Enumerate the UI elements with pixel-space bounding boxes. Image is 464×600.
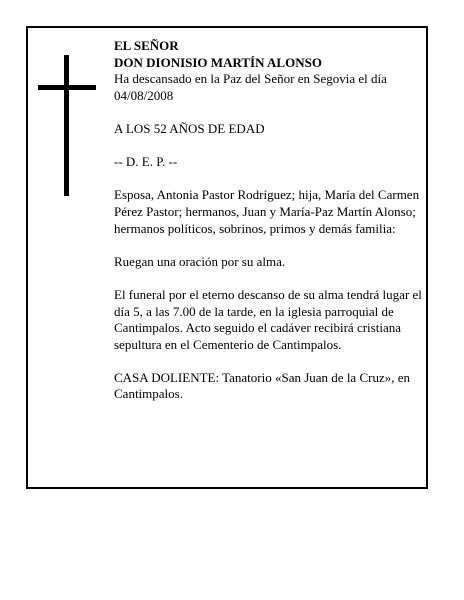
funeral-paragraph: El funeral por el eterno descanso de su alma tendrá lugar el día 5, a las 7.00 de la tarde, en la iglesia parroquial de Cantimpalos. Acto seguido el cadáver recibirá cristiana sepultura en el Cementerio de Cantimpalos. [114,286,422,352]
prayer-line: Ruegan una oración por su alma. [114,253,286,269]
spacer [114,237,426,254]
cross-icon [38,55,96,196]
spacer [114,270,426,287]
spacer [114,104,426,121]
mourning-house-paragraph: CASA DOLIENTE: Tanatorio «San Juan de la Cruz», en Cantimpalos. [114,369,410,402]
spacer [114,171,426,188]
cross-horizontal-bar [38,85,96,90]
obituary-text [114,38,426,403]
spacer [114,138,426,155]
death-statement: Ha descansado en la Paz del Señor en Segovia el día 04/08/2008 [114,71,387,103]
deceased-name: DON DIONISIO MARTÍN ALONSO [114,54,322,70]
family-paragraph: Esposa, Antonia Pastor Rodríguez; hija, María del Carmen Pérez Pastor; hermanos, Juan y María-Paz Martín Alonso; hermanos políticos, sobrinos, primos y demás familia: [114,187,420,236]
rip-line: -- D. E. P. -- [114,154,178,170]
cross-vertical-bar [64,55,69,196]
spacer [114,353,426,370]
title-line-1: EL SEÑOR [114,38,179,53]
age-line: A LOS 52 AÑOS DE EDAD [114,120,265,136]
